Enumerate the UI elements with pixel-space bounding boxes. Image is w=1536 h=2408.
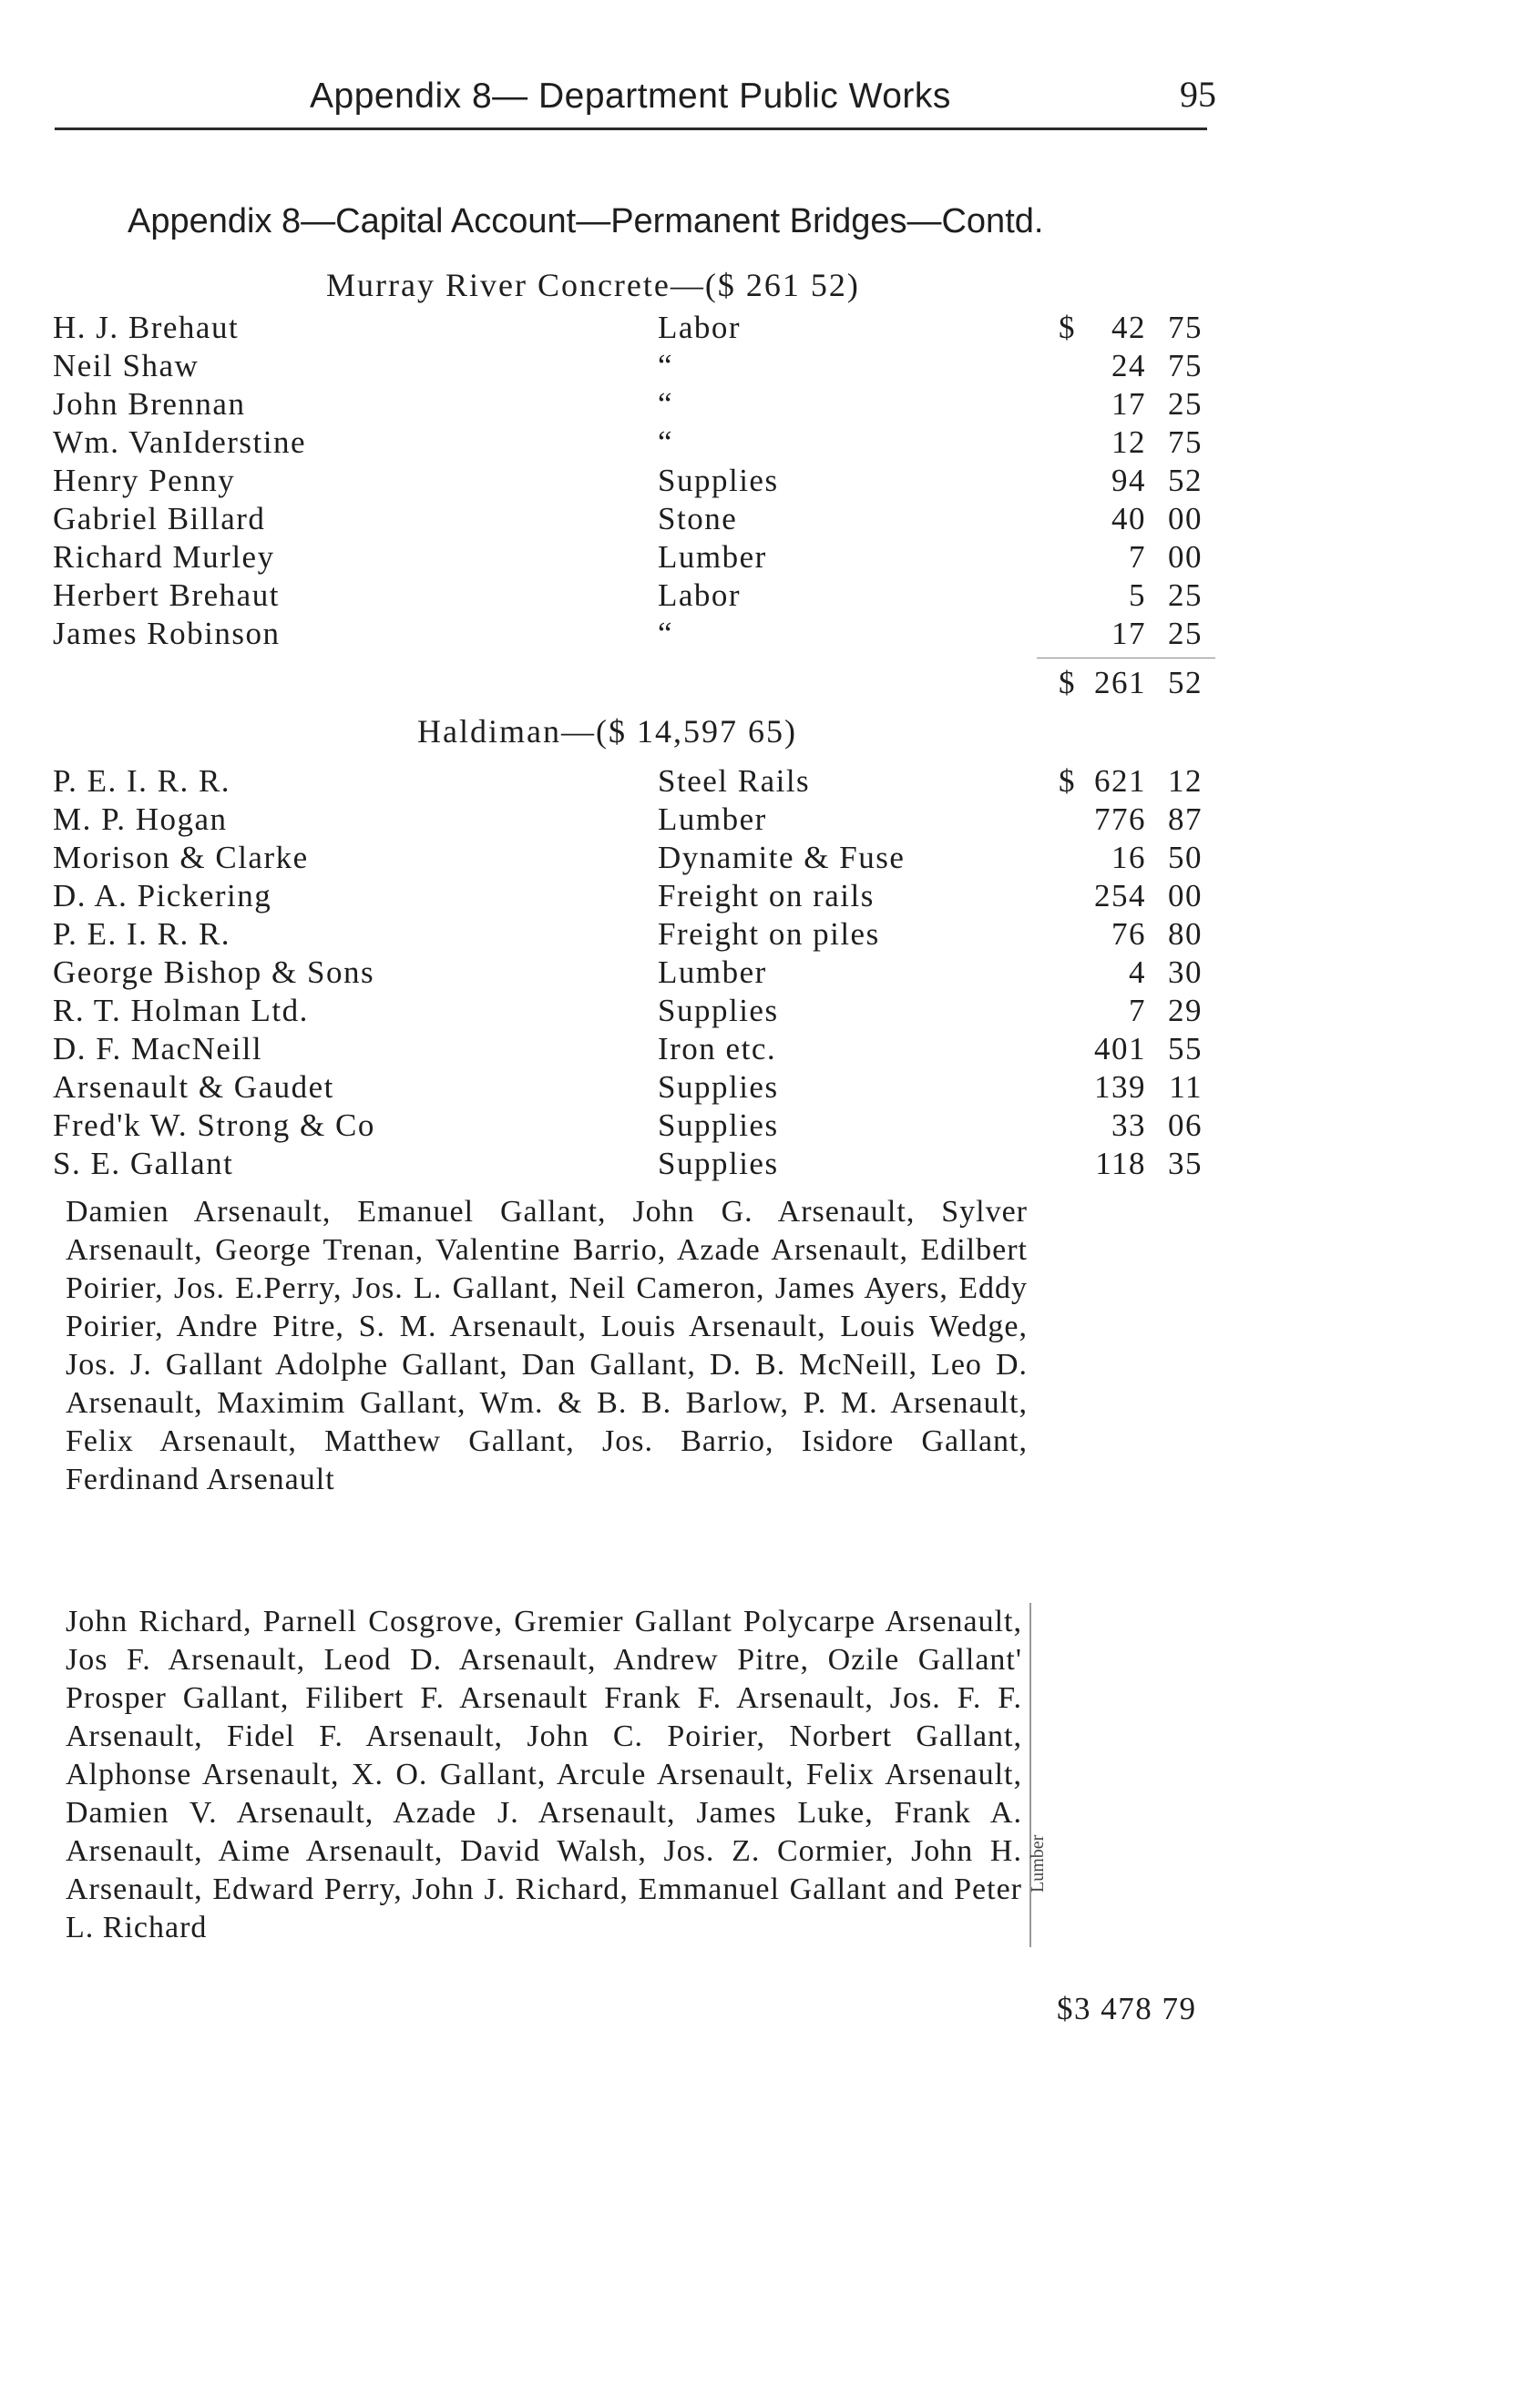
payee-name: George Bishop & Sons <box>53 954 375 990</box>
table-row <box>0 386 1275 424</box>
amount <box>1129 577 1203 614</box>
amount <box>1095 1146 1203 1182</box>
payee-name: Wm. VanIderstine <box>53 424 307 460</box>
amount-cents: 11 <box>1169 1069 1203 1105</box>
amount-cents: 52 <box>1168 463 1203 498</box>
item-description: Supplies <box>658 1107 779 1143</box>
amount-dollars: 4 <box>1129 954 1146 990</box>
amount <box>1129 993 1203 1029</box>
section-heading-murray-river: Murray River Concrete—($ 261 52) <box>326 267 860 303</box>
table-row <box>0 310 1275 348</box>
item-description: Labor <box>658 577 742 613</box>
amount-dollars: 139 <box>1094 1069 1146 1105</box>
amount-cents: 06 <box>1168 1107 1203 1143</box>
payee-name: D. A. Pickering <box>53 878 272 913</box>
payee-name: R. T. Holman Ltd. <box>53 993 309 1028</box>
amount <box>1111 424 1203 461</box>
page-title: Appendix 8—Capital Account—Permanent Bridges—Contd. <box>128 202 1044 240</box>
table-row <box>0 993 1275 1031</box>
payee-name: Arsenault & Gaudet <box>53 1069 334 1105</box>
item-description: Freight on rails <box>658 878 875 913</box>
table-row <box>0 1031 1275 1069</box>
table-row <box>0 1107 1275 1146</box>
amount-cents: 25 <box>1168 616 1203 651</box>
labor-names-paragraph-2: John Richard, Parnell Cosgrove, Gremier Gallant Polycarpe Arsenault, Jos F. Arsenault, Leod D. Arsenault, Andrew Pitre, Ozile Gallant' Prosper Gallant, Filibert F. Arsenault Frank F. Arsenault, Jos. F. F. Arsenault, Fidel F. Arsenault, John C. Poirier, Norbert Gallant, Alphonse Arsenault, X. O. Gallant, Arcule Arsenault, Felix Arsenault, Damien V. Arsenault, Azade J. Arsenault, James Luke, Frank A. Arsenault, Aime Arsenault, David Walsh, Jos. Z. Cormier, John H. Arsenault, Edward Perry, John J. Richard, Emmanuel Gallant and Peter L. Richard <box>66 1603 1031 1947</box>
amount-dollars: 261 <box>1094 665 1146 700</box>
item-description: Supplies <box>658 1069 779 1105</box>
payee-name: P. E. I. R. R. <box>53 763 231 799</box>
item-description: Supplies <box>658 1146 779 1181</box>
table-row <box>0 801 1275 840</box>
item-description: Freight on piles <box>658 916 880 952</box>
item-description: Dynamite & Fuse <box>658 840 906 875</box>
amount <box>1111 616 1203 652</box>
amount <box>1111 501 1203 537</box>
amount-cents: 00 <box>1168 878 1203 913</box>
grand-total: $3 478 79 <box>1057 1991 1197 2026</box>
amount-dollars: 17 <box>1111 386 1146 422</box>
table-row <box>0 1146 1275 1184</box>
amount-cents: 00 <box>1168 539 1203 575</box>
amount-cents: 75 <box>1168 348 1203 383</box>
amount <box>1094 1031 1203 1067</box>
payee-name: M. P. Hogan <box>53 801 228 837</box>
table-row <box>0 539 1275 577</box>
amount-cents: 55 <box>1168 1031 1203 1066</box>
payee-name: Gabriel Billard <box>53 501 266 536</box>
running-title: Appendix 8— Department Public Works <box>310 77 951 116</box>
payee-name: James Robinson <box>53 616 281 651</box>
amount-dollars: 94 <box>1111 463 1146 498</box>
amount <box>1111 386 1203 423</box>
amount-cents: 29 <box>1168 993 1203 1028</box>
amount <box>1111 916 1203 953</box>
page-number: 95 <box>1180 74 1216 115</box>
item-description: Supplies <box>658 993 779 1028</box>
amount-dollars: 40 <box>1111 501 1146 536</box>
table-row <box>0 954 1275 993</box>
amount-dollars: 621 <box>1094 763 1146 799</box>
item-description: Supplies <box>658 463 779 498</box>
payee-name: Fred'k W. Strong & Co <box>53 1107 375 1143</box>
amount-dollars: 401 <box>1094 1031 1146 1066</box>
item-description: Lumber <box>658 539 767 575</box>
payee-name: P. E. I. R. R. <box>53 916 231 952</box>
amount <box>1111 463 1203 499</box>
payee-name: Morison & Clarke <box>53 840 309 875</box>
table-row <box>0 463 1275 501</box>
amount-cents: 30 <box>1168 954 1203 990</box>
amount <box>1094 763 1203 800</box>
amount-cents: 00 <box>1168 501 1203 536</box>
dollar-sign: $ <box>1059 310 1076 345</box>
amount <box>1111 840 1203 876</box>
table-row <box>0 577 1275 616</box>
amount-dollars: 7 <box>1129 993 1146 1028</box>
table-row <box>0 616 1275 654</box>
section-total <box>0 665 1275 703</box>
item-description: Steel Rails <box>658 763 811 799</box>
item-description: “ <box>658 386 674 422</box>
amount-cents: 87 <box>1168 801 1203 837</box>
amount-dollars: 118 <box>1095 1146 1146 1181</box>
item-description: “ <box>658 424 674 460</box>
item-description: Lumber <box>658 801 767 837</box>
amount-dollars: 42 <box>1111 310 1146 345</box>
amount-cents: 80 <box>1168 916 1203 952</box>
labor-names-paragraph-1: Damien Arsenault, Emanuel Gallant, John G. Arsenault, Sylver Arsenault, George Trenan, Valentine Barrio, Azade Arsenault, Edilbert Poirier, Jos. E.Perry, Jos. L. Gallant, Neil Cameron, James Ayers, Eddy Poirier, Andre Pitre, S. M. Arsenault, Louis Arsenault, Louis Wedge, Jos. J. Gallant Adolphe Gallant, Dan Gallant, D. B. McNeill, Leo D. Arsenault, Maximim Gallant, Wm. & B. B. Barlow, P. M. Arsenault, Felix Arsenault, Matthew Gallant, Jos. Barrio, Isidore Gallant, Ferdinand Arsenault <box>66 1195 1028 1496</box>
amount-cents: 52 <box>1168 665 1203 700</box>
table-row <box>0 840 1275 878</box>
payee-name: John Brennan <box>53 386 246 422</box>
section-heading-haldiman: Haldiman—($ 14,597 65) <box>417 713 797 750</box>
amount-dollars: 17 <box>1111 616 1146 651</box>
payee-name: S. E. Gallant <box>53 1146 234 1181</box>
payee-name: H. J. Brehaut <box>53 310 240 345</box>
amount-dollars: 12 <box>1111 424 1146 460</box>
payee-name: D. F. MacNeill <box>53 1031 263 1066</box>
dollar-sign: $ <box>1059 763 1076 799</box>
table-row <box>0 501 1275 539</box>
amount-cents: 25 <box>1168 577 1203 613</box>
amount-dollars: 254 <box>1094 878 1146 913</box>
table-row <box>0 763 1275 801</box>
item-description: Stone <box>658 501 738 536</box>
item-description: Labor <box>658 310 742 345</box>
table-row <box>0 1069 1275 1107</box>
amount <box>1094 801 1203 838</box>
table-row <box>0 348 1275 386</box>
amount <box>1129 539 1203 576</box>
amount <box>1094 1069 1203 1106</box>
payee-name: Herbert Brehaut <box>53 577 280 613</box>
table-row <box>0 878 1275 916</box>
running-header <box>55 73 1216 130</box>
amount-cents: 75 <box>1168 424 1203 460</box>
amount <box>1111 348 1203 384</box>
item-description: Lumber <box>658 954 767 990</box>
dollar-sign: $ <box>1059 665 1076 700</box>
amount-cents: 50 <box>1168 840 1203 875</box>
table-row <box>0 916 1275 954</box>
amount-dollars: 16 <box>1111 840 1146 875</box>
amount <box>1094 878 1203 914</box>
payee-name: Henry Penny <box>53 463 236 498</box>
amount-dollars: 33 <box>1111 1107 1146 1143</box>
amount-cents: 35 <box>1168 1146 1203 1181</box>
amount-dollars: 5 <box>1129 577 1146 613</box>
lumber-side-label: Lumber <box>1028 1834 1048 1893</box>
amount-dollars: 776 <box>1094 801 1146 837</box>
amount-cents: 12 <box>1168 763 1203 799</box>
item-description: Iron etc. <box>658 1031 777 1066</box>
amount <box>1111 310 1203 346</box>
amount-dollars: 76 <box>1111 916 1146 952</box>
item-description: “ <box>658 616 674 651</box>
item-description: “ <box>658 348 674 383</box>
payee-name: Neil Shaw <box>53 348 200 383</box>
amount-cents: 25 <box>1168 386 1203 422</box>
table-row <box>0 424 1275 463</box>
amount <box>1094 665 1203 701</box>
amount <box>1129 954 1203 991</box>
payee-name: Richard Murley <box>53 539 275 575</box>
amount-dollars: 24 <box>1111 348 1146 383</box>
amount <box>1111 1107 1203 1144</box>
amount-cents: 75 <box>1168 310 1203 345</box>
amount-dollars: 7 <box>1129 539 1146 575</box>
